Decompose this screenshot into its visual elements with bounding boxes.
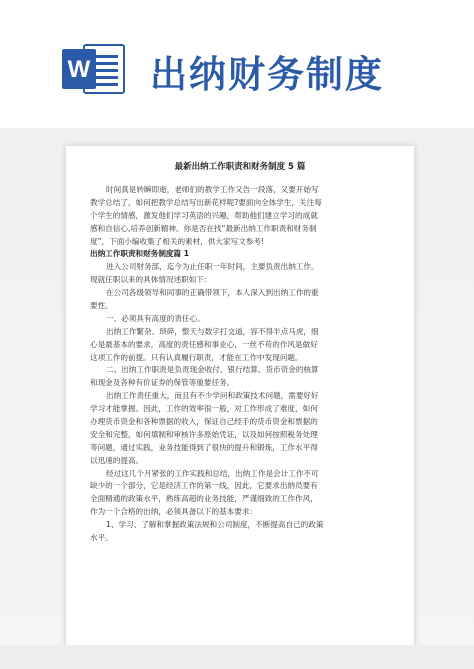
word-icon-letter: W xyxy=(67,56,91,83)
document-line: 教学总结了，如何把教学总结写出新花样呢?要面向全体学生，关注每 xyxy=(90,197,322,207)
document-line: 水平。 xyxy=(90,533,113,543)
document-line: 安全和完整，如何填制和审核许多原始凭证，以及如何按照税务处理 xyxy=(90,429,318,439)
document-line: 要性。 xyxy=(90,301,113,311)
footer-strip xyxy=(0,645,474,669)
section-heading: 出纳工作职责和财务制度篇 1 xyxy=(90,249,190,259)
banner xyxy=(0,0,474,130)
document-title: 最新出纳工作职责和财务制度 5 篇 xyxy=(174,162,306,172)
document-line: 出纳工作责任重大，而且有不少学问和政策技术问题，需要好好 xyxy=(106,391,319,401)
banner-title: 出纳财务制度 xyxy=(150,53,384,96)
document-line: 进入公司财务部，迄今为止任职一年时间，主要负责出纳工作。 xyxy=(106,262,319,272)
document-line: 以迅速的提高。 xyxy=(90,455,144,465)
document-line: 这项工作的前提。只有认真履行职责，才能在工作中发现问题。 xyxy=(90,352,303,362)
document-line: 时间真是转瞬即逝，老师们的教学工作又告一段落，又要开始写 xyxy=(106,185,319,194)
document-line: 1、学习、了解和掌握政策法规和公司制度，不断提高自己的政策 xyxy=(106,520,324,530)
document-line: 个学生的情感，激发他们学习英语的兴趣，帮助他们建立学习的成就 xyxy=(90,210,318,220)
document-line: 二、出纳工作职责是负责现金收付、银行结算、货币资金的核算 xyxy=(106,365,319,375)
document-line: 心是最基本的要求，高度的责任感和事业心，一丝不苟的作风是做好 xyxy=(90,339,318,349)
document-line: 出纳工作繁杂、琐碎，整天与数字打交道，容不得半点马虎，细 xyxy=(106,326,319,336)
document-line: 一、必须具有高度的责任心。 xyxy=(106,313,205,323)
document-line: 现就任职以来的具体情况述职如下: xyxy=(90,275,207,285)
document-line: 度”，下面小编收集了相关的素材，供大家写文参考! xyxy=(90,236,265,246)
document-page xyxy=(66,146,414,656)
word-document-icon xyxy=(62,43,126,95)
document-line: 作为一个合格的出纳，必须具备以下的基本要求： xyxy=(90,507,258,517)
document-line: 经过这几个月紧张的工作实践和总结，出纳工作是会计工作不可 xyxy=(106,468,319,478)
document-line: 办理货币资金和各种票据的收入，保证自己经手的货币资金和票据的 xyxy=(90,417,318,427)
document-line: 感和自信心,培养创新精神。你是否在找“最新出纳工作职责和财务制 xyxy=(90,223,317,233)
document-line: 和现金及各种有价证券的保管等重要任务。 xyxy=(90,378,235,388)
document-line: 全面精通的政策水平，熟练高超的业务技能，严谨细致的工作作风， xyxy=(90,494,318,504)
document-body xyxy=(90,184,394,545)
document-line: 学习才能掌握。因此，工作的效率很一般，对工作形成了难度，如何 xyxy=(90,404,318,414)
document-preview-area xyxy=(0,128,474,669)
document-line: 在公司各级领导和同事的正确带领下，本人深入到出纳工作的重 xyxy=(106,288,319,298)
document-line: 缺少的一个部分，它是经济工作的第一线，因此，它要求出纳员要有 xyxy=(90,481,318,491)
document-line: 等问题，通过实践，业务技能得到了很快的提升和锻炼，工作水平得 xyxy=(90,442,318,452)
